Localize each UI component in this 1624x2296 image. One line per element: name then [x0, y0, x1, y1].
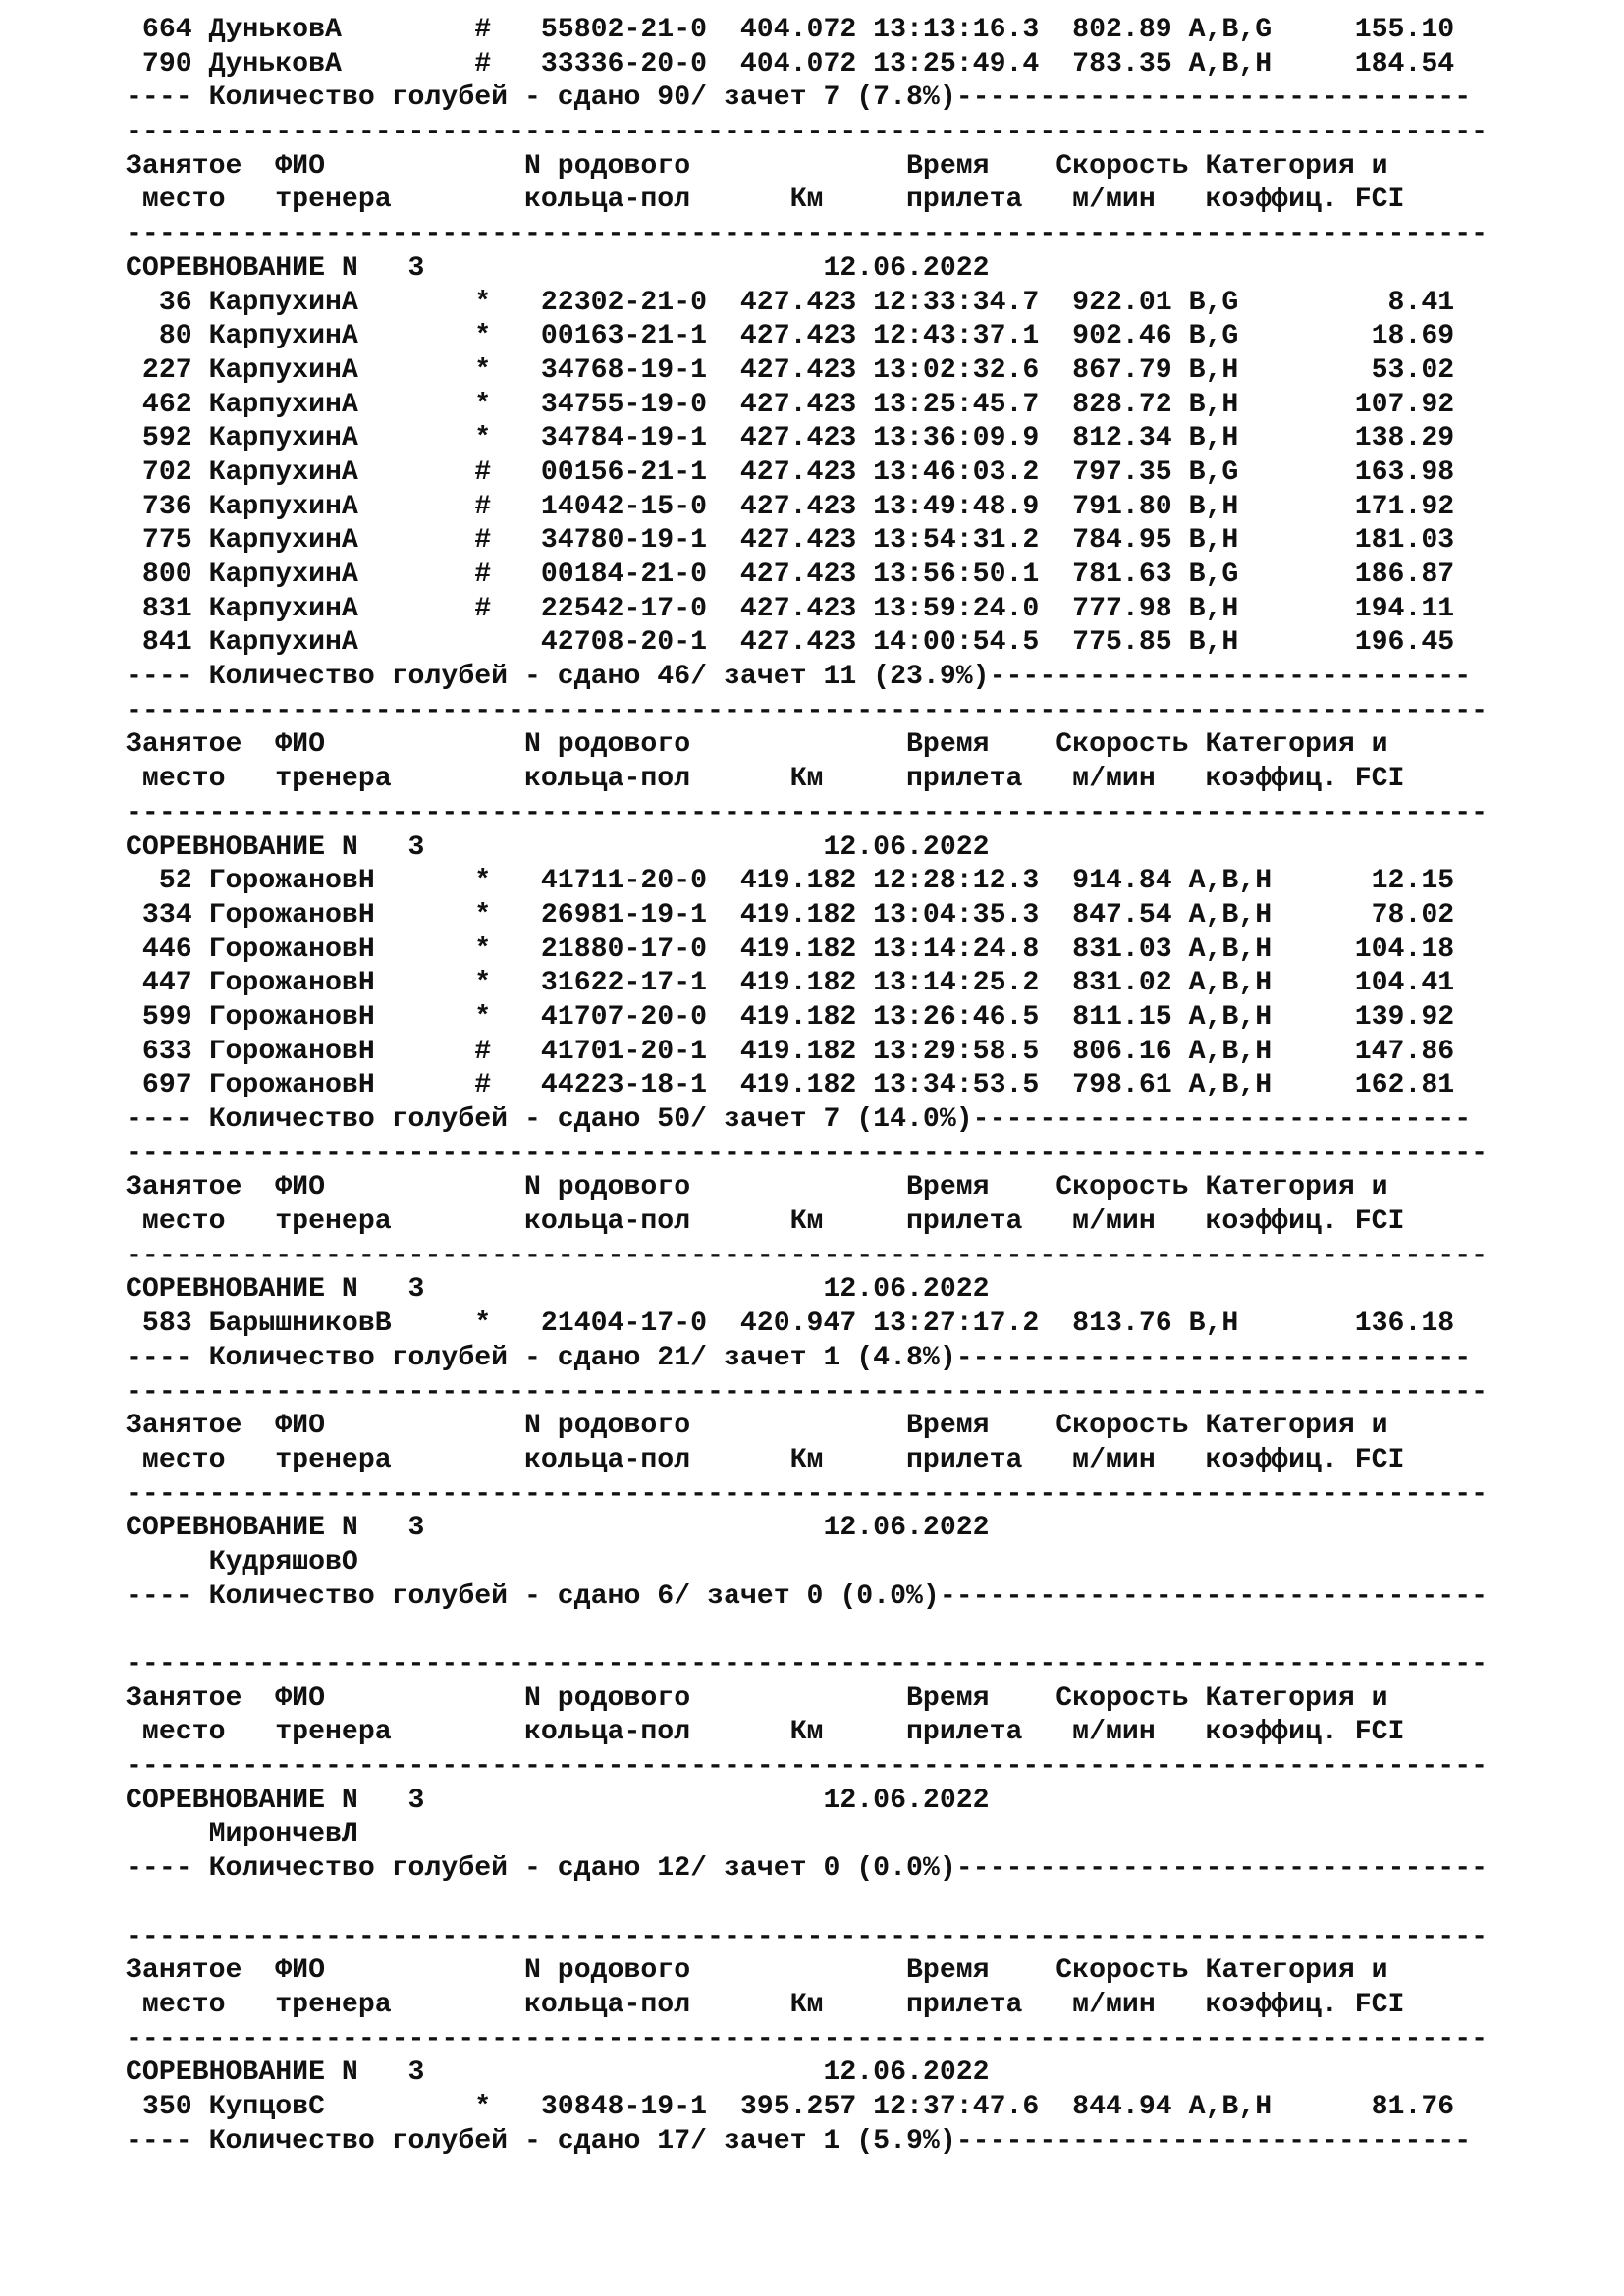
results-printout — [126, 14, 1608, 2159]
separator-line: ---------------------------------------------------------------------------------- — [126, 1921, 1489, 1952]
result-row: 334 ГорожановН * 26981-19-1 419.182 13:04:35.3 847.54 A,B,H 78.02 — [126, 899, 1455, 931]
competition-line: СОРЕВНОВАНИЕ N 3 12.06.2022 — [126, 2057, 990, 2089]
result-row: 800 КарпухинА # 00184-21-0 427.423 13:56:50.1 781.63 B,G 186.87 — [126, 560, 1455, 590]
summary-line: ---- Количество голубей - сдано 6/ зачет 0 (0.0%)--------------------------------- — [126, 1580, 1489, 1612]
result-row: 36 КарпухинА * 22302-21-0 427.423 12:33:34.7 922.01 B,G 8.41 — [126, 287, 1455, 318]
result-row: 52 ГорожановН * 41711-20-0 419.182 12:28:12.3 914.84 A,B,H 12.15 — [126, 866, 1455, 897]
result-row: 697 ГорожановН # 44223-18-1 419.182 13:34:53.5 798.61 A,B,H 162.81 — [126, 1070, 1455, 1101]
result-row: 831 КарпухинА # 22542-17-0 427.423 13:59:24.0 777.98 B,H 194.11 — [126, 593, 1455, 624]
summary-line: ---- Количество голубей - сдано 17/ зачет 1 (5.9%)------------------------------- — [126, 2125, 1472, 2157]
result-row: 841 КарпухинА 42708-20-1 427.423 14:00:54.5 775.85 B,H 196.45 — [126, 627, 1455, 659]
separator-line: ---------------------------------------------------------------------------------- — [126, 797, 1489, 828]
column-header-line-2: место тренера кольца-пол Км прилета м/мин коэффиц. FCI — [126, 1444, 1405, 1475]
result-row: 80 КарпухинА * 00163-21-1 427.423 12:43:37.1 902.46 B,G 18.69 — [126, 321, 1455, 352]
column-header-line-1: Занятое ФИО N родового Время Скорость Категория и — [126, 1682, 1388, 1714]
summary-line: ---- Количество голубей - сдано 46/ зачет 11 (23.9%)----------------------------- — [126, 662, 1472, 693]
result-row: 583 БарышниковВ * 21404-17-0 420.947 13:27:17.2 813.76 B,H 136.18 — [126, 1308, 1455, 1340]
column-header-line-1: Занятое ФИО N родового Время Скорость Категория и — [126, 1172, 1388, 1203]
column-header-line-1: Занятое ФИО N родового Время Скорость Категория и — [126, 729, 1388, 761]
competition-line: СОРЕВНОВАНИЕ N 3 12.06.2022 — [126, 831, 990, 863]
column-header-line-2: место тренера кольца-пол Км прилета м/мин коэффиц. FCI — [126, 1989, 1405, 2020]
summary-line: ---- Количество голубей - сдано 50/ зачет 7 (14.0%)------------------------------ — [126, 1104, 1472, 1135]
summary-line: ---- Количество голубей - сдано 21/ зачет 1 (4.8%)------------------------------- — [126, 1342, 1472, 1373]
result-row: КудряшовО — [126, 1546, 358, 1577]
separator-line: ---------------------------------------------------------------------------------- — [126, 1240, 1489, 1271]
result-row: 350 КупцовС * 30848-19-1 395.257 12:37:47.6 844.94 A,B,H 81.76 — [126, 2091, 1455, 2122]
blank-line — [126, 1887, 1608, 1921]
separator-line: ---------------------------------------------------------------------------------- — [126, 219, 1489, 250]
competition-line: СОРЕВНОВАНИЕ N 3 12.06.2022 — [126, 1274, 990, 1306]
blank-line — [126, 1614, 1608, 1648]
column-header-line-1: Занятое ФИО N родового Время Скорость Категория и — [126, 1955, 1388, 1987]
separator-line: ---------------------------------------------------------------------------------- — [126, 1649, 1489, 1680]
summary-line: ---- Количество голубей - сдано 12/ зачет 0 (0.0%)-------------------------------- — [126, 1853, 1489, 1885]
result-row: 702 КарпухинА # 00156-21-1 427.423 13:46:03.2 797.35 B,G 163.98 — [126, 456, 1455, 488]
column-header-line-2: место тренера кольца-пол Км прилета м/мин коэффиц. FCI — [126, 185, 1405, 216]
result-row: 790 ДуньковА # 33336-20-0 404.072 13:25:49.4 783.35 A,B,H 184.54 — [126, 48, 1455, 80]
result-row: МирончевЛ — [126, 1819, 358, 1850]
result-row: 599 ГорожановН * 41707-20-0 419.182 13:26:46.5 811.15 A,B,H 139.92 — [126, 1001, 1455, 1033]
column-header-line-2: место тренера кольца-пол Км прилета м/мин коэффиц. FCI — [126, 1206, 1405, 1238]
separator-line: ---------------------------------------------------------------------------------- — [126, 117, 1489, 148]
separator-line: ---------------------------------------------------------------------------------- — [126, 1478, 1489, 1510]
result-row: 633 ГорожановН # 41701-20-1 419.182 13:29:58.5 806.16 A,B,H 147.86 — [126, 1036, 1455, 1067]
column-header-line-1: Занятое ФИО N родового Время Скорость Категория и — [126, 1411, 1388, 1442]
separator-line: ---------------------------------------------------------------------------------- — [126, 2023, 1489, 2055]
separator-line: ---------------------------------------------------------------------------------- — [126, 1376, 1489, 1408]
result-row: 775 КарпухинА # 34780-19-1 427.423 13:54:31.2 784.95 B,H 181.03 — [126, 525, 1455, 557]
result-row: 227 КарпухинА * 34768-19-1 427.423 13:02:32.6 867.79 B,H 53.02 — [126, 354, 1455, 386]
competition-line: СОРЕВНОВАНИЕ N 3 12.06.2022 — [126, 1785, 990, 1816]
result-row: 664 ДуньковА # 55802-21-0 404.072 13:13:16.3 802.89 A,B,G 155.10 — [126, 15, 1455, 45]
competition-line: СОРЕВНОВАНИЕ N 3 12.06.2022 — [126, 1513, 990, 1544]
competition-line: СОРЕВНОВАНИЕ N 3 12.06.2022 — [126, 252, 990, 284]
result-row: 592 КарпухинА * 34784-19-1 427.423 13:36:09.9 812.34 B,H 138.29 — [126, 423, 1455, 454]
result-row: 462 КарпухинА * 34755-19-0 427.423 13:25:45.7 828.72 B,H 107.92 — [126, 389, 1455, 420]
summary-line: ---- Количество голубей - сдано 90/ зачет 7 (7.8%)------------------------------- — [126, 82, 1472, 114]
column-header-line-2: место тренера кольца-пол Км прилета м/мин коэффиц. FCI — [126, 764, 1405, 795]
separator-line: ---------------------------------------------------------------------------------- — [126, 695, 1489, 726]
separator-line: ---------------------------------------------------------------------------------- — [126, 1751, 1489, 1783]
column-header-line-1: Занятое ФИО N родового Время Скорость Категория и — [126, 150, 1388, 182]
separator-line: ---------------------------------------------------------------------------------- — [126, 1138, 1489, 1169]
result-row: 446 ГорожановН * 21880-17-0 419.182 13:14:24.8 831.03 A,B,H 104.18 — [126, 934, 1455, 965]
result-row: 447 ГорожановН * 31622-17-1 419.182 13:14:25.2 831.02 A,B,H 104.41 — [126, 968, 1455, 999]
result-row: 736 КарпухинА # 14042-15-0 427.423 13:49:48.9 791.80 B,H 171.92 — [126, 491, 1455, 522]
column-header-line-2: место тренера кольца-пол Км прилета м/мин коэффиц. FCI — [126, 1717, 1405, 1748]
